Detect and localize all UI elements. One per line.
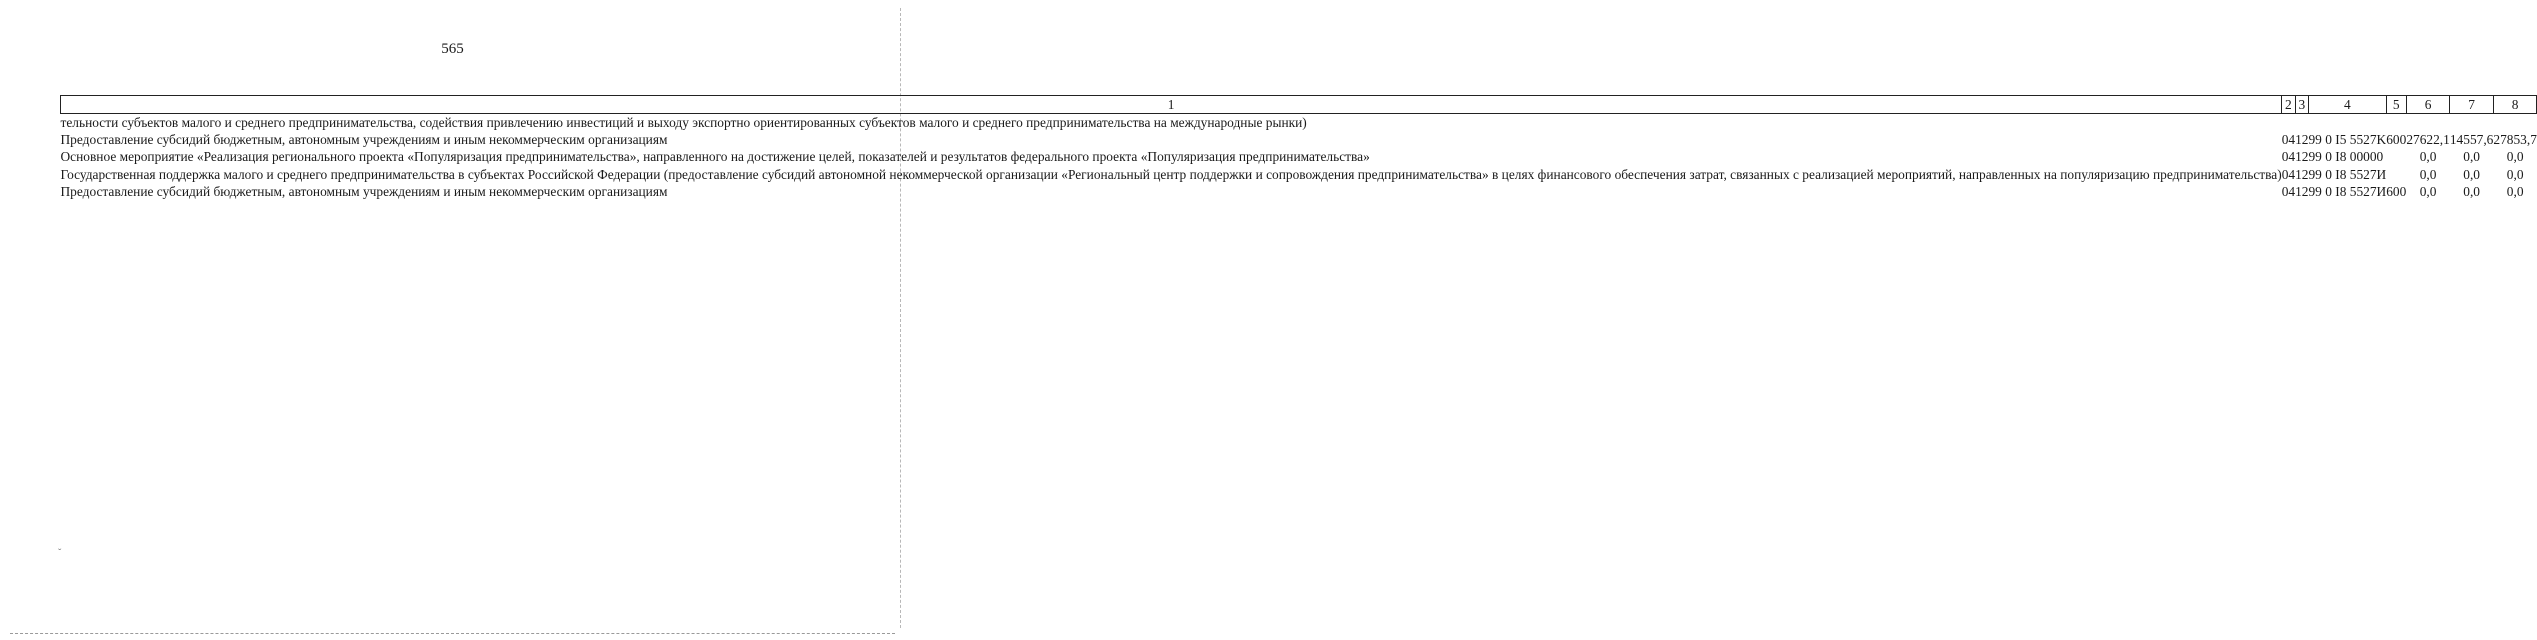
header-col-1: 1 (61, 96, 2282, 114)
row-value-year3: 0,0 (2506, 149, 2524, 165)
row-expense-type (2386, 166, 2406, 183)
row-subsection: 12 (2295, 183, 2309, 199)
row-value-year3: 0,0 (2506, 166, 2524, 182)
row-name: Основное мероприятие «Реализация регионального проекта «Популяризация предпринимательства», направленного на достижение целей, показателей и результатов федерального проекта «Популяризация предпринимательства» (60, 149, 1370, 165)
row-target-code: 99 0 I5 5527K (2308, 132, 2387, 148)
header-col-6: 6 (2406, 96, 2450, 114)
row-expense-type (2386, 148, 2406, 165)
row-value-year1: 27622,1 (2406, 132, 2450, 148)
row-value-year3: 0,0 (2506, 183, 2524, 199)
table-row (61, 148, 2537, 165)
row-expense-type: 600 (2386, 183, 2407, 199)
margin-mark: ˇ (58, 548, 62, 559)
row-value-year3 (2493, 114, 2537, 132)
header-col-5: 5 (2386, 96, 2406, 114)
row-value-year2 (2450, 114, 2494, 132)
budget-table (60, 95, 2537, 200)
row-section: 04 (2281, 183, 2296, 199)
row-name: Государственная поддержка малого и среднего предпринимательства в субъектах Российской Федерации (предоставление субсидий автономной некоммерческой организации «Региональный центр поддержки и сопровождения предпринимательства» в целях финансового обеспечения затрат, связанных с реализацией мероприятий, направленных на популяризацию предпринимательства) (60, 166, 2282, 182)
row-value-year2: 0,0 (2463, 166, 2480, 182)
row-value-year2: 0,0 (2463, 183, 2480, 199)
page-edge-bottom (10, 632, 895, 634)
row-name: Предоставление субсидий бюджетным, автономным учреждениям и иным некоммерческим организациям (60, 132, 668, 148)
row-expense-type (2386, 114, 2406, 132)
row-section (2282, 114, 2295, 132)
table-row (61, 183, 2537, 200)
page-number: 565 (441, 41, 464, 57)
table-row (61, 166, 2537, 183)
row-target-code: 99 0 I8 00000 (2308, 149, 2384, 165)
row-value-year2: 0,0 (2463, 149, 2480, 165)
header-col-3: 3 (2295, 96, 2308, 114)
row-subsection: 12 (2295, 166, 2309, 182)
row-target-code (2308, 114, 2386, 132)
row-section: 04 (2281, 132, 2296, 148)
header-col-4: 4 (2308, 96, 2386, 114)
row-subsection: 12 (2295, 132, 2309, 148)
row-value-year1 (2406, 114, 2450, 132)
row-value-year1: 0,0 (2419, 149, 2437, 165)
header-col-8: 8 (2493, 96, 2537, 114)
row-section: 04 (2281, 149, 2296, 165)
row-name: Предоставление субсидий бюджетным, автономным учреждениям и иным некоммерческим организациям (60, 183, 668, 199)
row-value-year3: 27853,7 (2493, 132, 2537, 148)
row-value-year1: 0,0 (2419, 183, 2437, 199)
table-row (61, 131, 2537, 148)
header-col-7: 7 (2450, 96, 2494, 114)
row-section: 04 (2281, 166, 2296, 182)
row-expense-type: 600 (2386, 132, 2407, 148)
row-name: тельности субъектов малого и среднего предпринимательства, содействия привлечению инвестиций и выходу экспортно ориентированных субъектов малого и среднего предпринимательства на международные рынки) (60, 115, 1307, 130)
row-subsection: 12 (2295, 149, 2309, 165)
row-subsection (2295, 114, 2308, 132)
row-value-year1: 0,0 (2419, 166, 2437, 182)
row-target-code: 99 0 I8 5527И (2308, 166, 2387, 182)
header-row (61, 96, 2537, 114)
row-target-code: 99 0 I8 5527И (2308, 183, 2387, 199)
table-row (61, 114, 2537, 132)
row-value-year2: 14557,6 (2449, 132, 2494, 148)
header-col-2: 2 (2282, 96, 2295, 114)
